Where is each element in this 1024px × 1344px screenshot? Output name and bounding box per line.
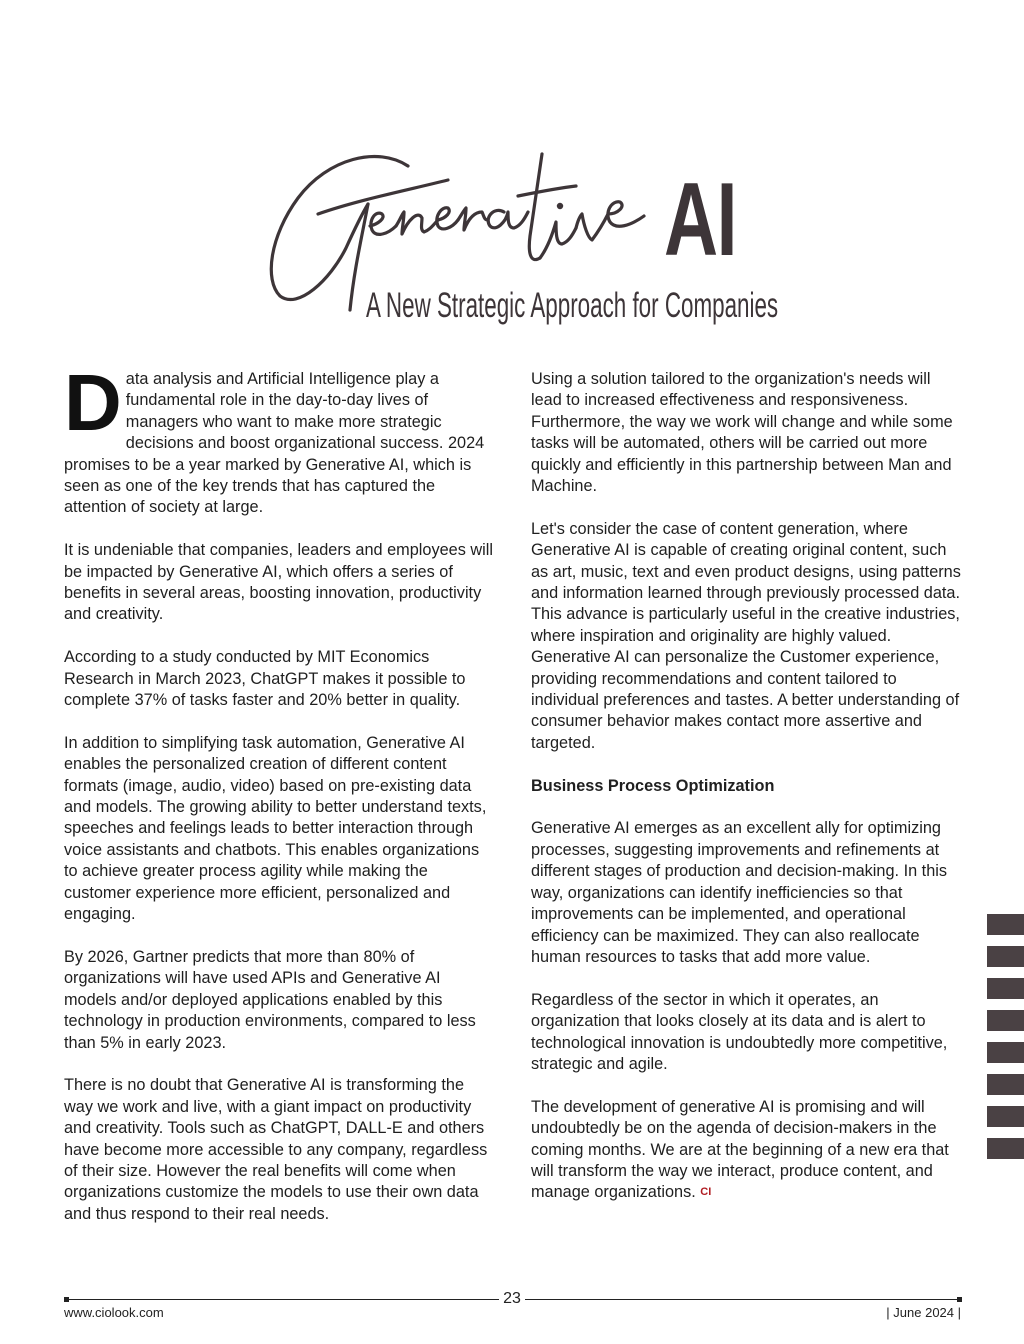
paragraph	[64, 358, 496, 519]
decorative-bar	[987, 946, 1024, 967]
decorative-bar	[987, 1138, 1024, 1159]
page-number: 23	[499, 1290, 525, 1308]
footer-website: www.ciolook.com	[64, 1305, 164, 1320]
footer-divider-end-dot	[957, 1297, 962, 1302]
side-decoration-bars	[987, 914, 1024, 1170]
paragraph: According to a study conducted by MIT Economics Research in March 2023, ChatGPT makes it possible to complete 37% of tasks faster and 20% better in quality.	[64, 648, 466, 710]
paragraph	[531, 1097, 961, 1204]
paragraph-text: The development of generative AI is promising and will undoubtedly be on the agenda of decision-makers in the coming months. We are at the beginning of a new era that will transform the way we interact, produce content, and manage organizations.	[531, 1097, 949, 1202]
decorative-bar	[987, 1010, 1024, 1031]
page-subtitle: A New Strategic Approach for Companies	[366, 286, 779, 325]
paragraph: By 2026, Gartner predicts that more than 80% of organizations will have used APIs and Generative AI models and/or deployed applications enabled by this technology in production environments, compared to less than 5% in early 2023.	[64, 947, 476, 1052]
paragraph: Generative AI can personalize the Customer experience, providing recommendations and content tailored to individual preferences and tastes. A better understanding of consumer behavior makes contact more assertive and targeted.	[531, 648, 960, 752]
paragraph: Let's consider the case of content generation, where Generative AI is capable of creating original content, such as art, music, text and even product designs, using patterns and information learned through previously processed data. This advance is particularly useful in the creative industries, where inspiration and originality are highly valued.	[531, 519, 961, 645]
section-heading: Business Process Optimization	[531, 776, 775, 795]
end-mark-logo-icon: CI	[700, 1186, 712, 1199]
paragraph: It is undeniable that companies, leaders and employees will be impacted by Generative AI, which offers a series of benefits in several areas, boosting innovation, productivity and creativity.	[64, 541, 493, 624]
decorative-bar	[987, 1106, 1024, 1127]
article-column-left	[64, 358, 496, 1247]
paragraph: In addition to simplifying task automation, Generative AI enables the personalized creation of different content formats (image, audio, video) based on pre-existing data and models. The growing ability to better understand texts, speeches and feelings leads to better interaction through voice assistants and chatbots. This enables organizations to achieve greater process agility while making the customer experience more efficient, personalized and engaging.	[64, 733, 487, 924]
paragraph-text: ata analysis and Artificial Intelligence play a fundamental role in the day-to-day lives of managers who want to make more strategic decisions and boost organizational success. 2024 promises to be a year marked by Generative AI, which is seen as one of the key trends that has captured the attention of society at large.	[64, 370, 485, 517]
paragraph: Regardless of the sector in which it operates, an organization that looks closely at its data and is alert to technological innovation is undoubtedly more competitive, strategic and agile.	[531, 990, 948, 1073]
paragraph: Generative AI emerges as an excellent ally for optimizing processes, suggesting improvements and refinements at different stages of production and decision-making. In this way, organizations can identify inefficiencies so that improvements can be implemented, and operational efficiency can be maximized. They can also reallocate human resources to tasks that add more value.	[531, 819, 948, 966]
decorative-bar	[987, 1074, 1024, 1095]
title-ai: AI	[664, 162, 736, 278]
article-column-right	[531, 369, 961, 1225]
footer-divider-end-dot	[64, 1297, 69, 1302]
decorative-bar	[987, 1042, 1024, 1063]
decorative-bar	[987, 914, 1024, 935]
paragraph: Using a solution tailored to the organization's needs will lead to increased effectiveness and responsiveness. Furthermore, the way we work will change and while some tasks will be automated, others will be carried out more quickly and efficiently in this partnership between Man and Machine.	[531, 370, 953, 496]
footer-issue-date: | June 2024 |	[886, 1305, 961, 1320]
drop-cap: D	[64, 358, 122, 447]
decorative-bar	[987, 978, 1024, 999]
paragraph: There is no doubt that Generative AI is transforming the way we work and live, with a giant impact on productivity and creativity. Tools such as ChatGPT, DALL-E and others have become more accessible to any company, regardless of their size. However the real benefits will come when organizations customize the models to use their own data and thus respond to their real needs.	[64, 1076, 488, 1223]
